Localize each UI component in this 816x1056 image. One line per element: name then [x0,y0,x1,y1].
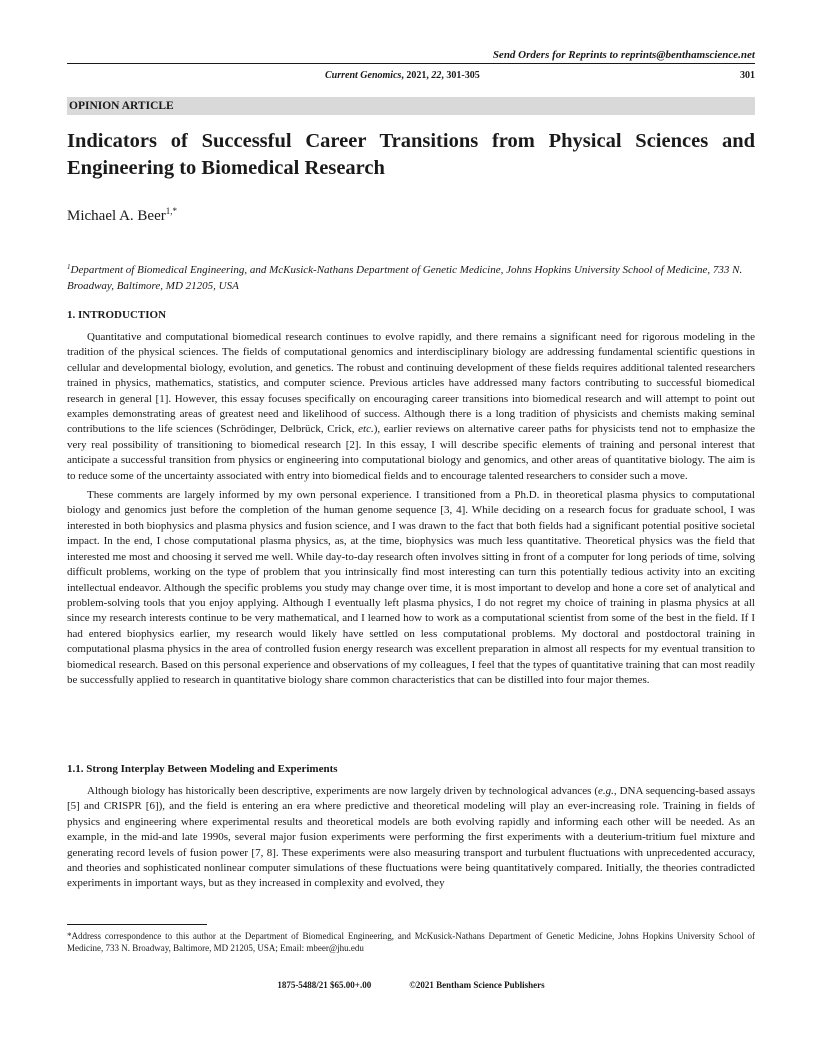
introduction-body [67,330,755,692]
author-line [67,206,177,225]
footnote-rule [67,924,207,925]
subsection-heading: 1.1. Strong Interplay Between Modeling and Experiments [67,763,338,775]
publisher-line [67,980,755,990]
issn-price: 1875-5488/21 $65.00+.00 [277,980,372,990]
journal-pages: 301-305 [446,70,480,81]
paragraph-text: Quantitative and computational biomedical research continues to evolve rapidly, and there remains a significant need for rigorous modeling in the tradition of the physical sciences. The fields of computational genomics and interdisciplinary biology are addressing fundamental scientific questions in cellular and developmental biology, evolution, and genetics. The robust and continuing development of these fields requires additional talented researchers trained in physics, mathematics, statistics, and computer science. Previous articles have addressed many factors contributing to successful biomedical research in general [1]. However, this essay focuses specifically on encouraging career transitions into biomedical research and will attempt to point out examples demonstrating areas of greatest need and likelihood of success. Although there is a long tradition of physicists and chemists making seminal contributions to the life sciences (Schrödinger, Delbrück, Crick, [67,331,755,436]
paragraph [67,784,755,892]
correspondence-footnote: *Address correspondence to this author at the Department of Biomedical Engineering, and McKusick-Nathans Department of Genetic Medicine, Johns Hopkins University School of Medicine, 733 N. Broadway, Baltimore, MD 21205, USA; Email: mbeer@jhu.edu [67,931,755,953]
journal-volume: 22 [431,70,442,81]
paper-title: Indicators of Successful Career Transitions from Physical Sciences and Engineering to Biomedical Research [67,130,755,179]
journal-citation: Current Genomics, 2021, 22, 301-305 [325,70,480,81]
journal-name: Current Genomics [325,70,402,81]
paragraph: These comments are largely informed by my own personal experience. I transitioned from a Ph.D. in theoretical plasma physics to computational biology and genomics just before the completion of the human genome sequence [3, 4]. While deciding on a research focus for graduate school, I was interested in both biophysics and plasma physics and fusion science, and I was drawn to the fact that both fields had a significant potential positive societal impact. In the end, I chose computational plasma physics, as, at the time, biophysics was much less quantitative. Theoretical physics was the field that interested me most and choosing it served me well. While day-to-day research often involves sitting in front of a computer for long periods of time, solving difficult problems, working on the type of problem that you intrinsically find most interesting can turn this potentially tedious activity into an exciting intellectual endeavor. Although the specific problems you study may change over time, it is most important to develop and hone a core set of analytical and problem-solving tools that you enjoy applying. Although I eventually left plasma physics, I do not regret my choice of training in plasma physics at all since my research interests continue to be very mathematical, and I learned how to work as a computational scientist from some of the best in the field. If I had entered biophysics earlier, my research would likely have settled on less computational problems. My doctoral and postdoctoral training in computational plasma physics in the area of controlled fusion energy research was excellent preparation in almost all respects for my eventual transition to biomedical research. Based on this personal experience and observations of my colleagues, I feel that the types of quantitative training that can most readily be successfully applied to research in quantitative biology share common characteristics that can be distilled into four major themes. [67,489,755,686]
emphasis-text: e.g. [598,785,614,797]
affiliation [67,260,755,294]
author-superscript: 1,* [165,206,177,216]
paragraph-text: Although biology has historically been descriptive, experiments are now largely driven by technological advances ( [87,785,599,797]
copyright: ©2021 Bentham Science Publishers [409,980,545,990]
affiliation-text: Department of Biomedical Engineering, and McKusick-Nathans Department of Genetic Medicine, Johns Hopkins University School of Medicine, 733 N. Broadway, Baltimore, MD 21205, USA [67,264,743,292]
section-heading-introduction: 1. INTRODUCTION [67,309,167,321]
author-name: Michael A. Beer [67,208,166,224]
page-number: 301 [740,70,755,81]
subsection-body [67,784,755,896]
reprints-notice: Send Orders for Reprints to reprints@benthamscience.net [492,49,755,61]
journal-citation-line [67,70,755,84]
emphasis-text: etc. [358,423,374,436]
paragraph [67,330,755,484]
paragraph-text: , DNA sequencing-based assays [5] and CRISPR [6]), and the field is entering an era where predictive and theoretical modeling will play an ever-increasing role. Training in fields of physics and engineering where experimental results and theoretical models are both evolving rapidly and informing each other will be needed. As an example, in the mid-and late 1990s, several major fusion experiments were performing the first experiments with a deuterium-tritium fuel mixture and generating record levels of fusion power [7, 8]. These experiments were also measuring transport and turbulent fluctuations with unprecedented accuracy, and theories and sophisticated nonlinear computer simulations of these fluctuations were being quantitatively compared. Initially, the theories contradicted experiments in important ways, but as they increased in complexity and evolved, they [67,785,755,890]
paragraph-text: ), earlier reviews on alternative career paths for physicists tend not to emphasize the very real possibility of transitioning to biomedical research [2]. In this essay, I will describe specific elements of training and personal interest that anticipate a successful transition from physics or engineering into computational biology and genomics, and other areas of quantitative biology. The aim is to reduce some of the uncertainty associated with entry into biomedical fields and to encourage talented researchers to consider such a move. [67,423,755,482]
affiliation-superscript: 1 [67,263,71,271]
article-type-banner: OPINION ARTICLE [67,97,755,115]
journal-year: 2021 [406,70,427,81]
header-rule [67,63,755,64]
